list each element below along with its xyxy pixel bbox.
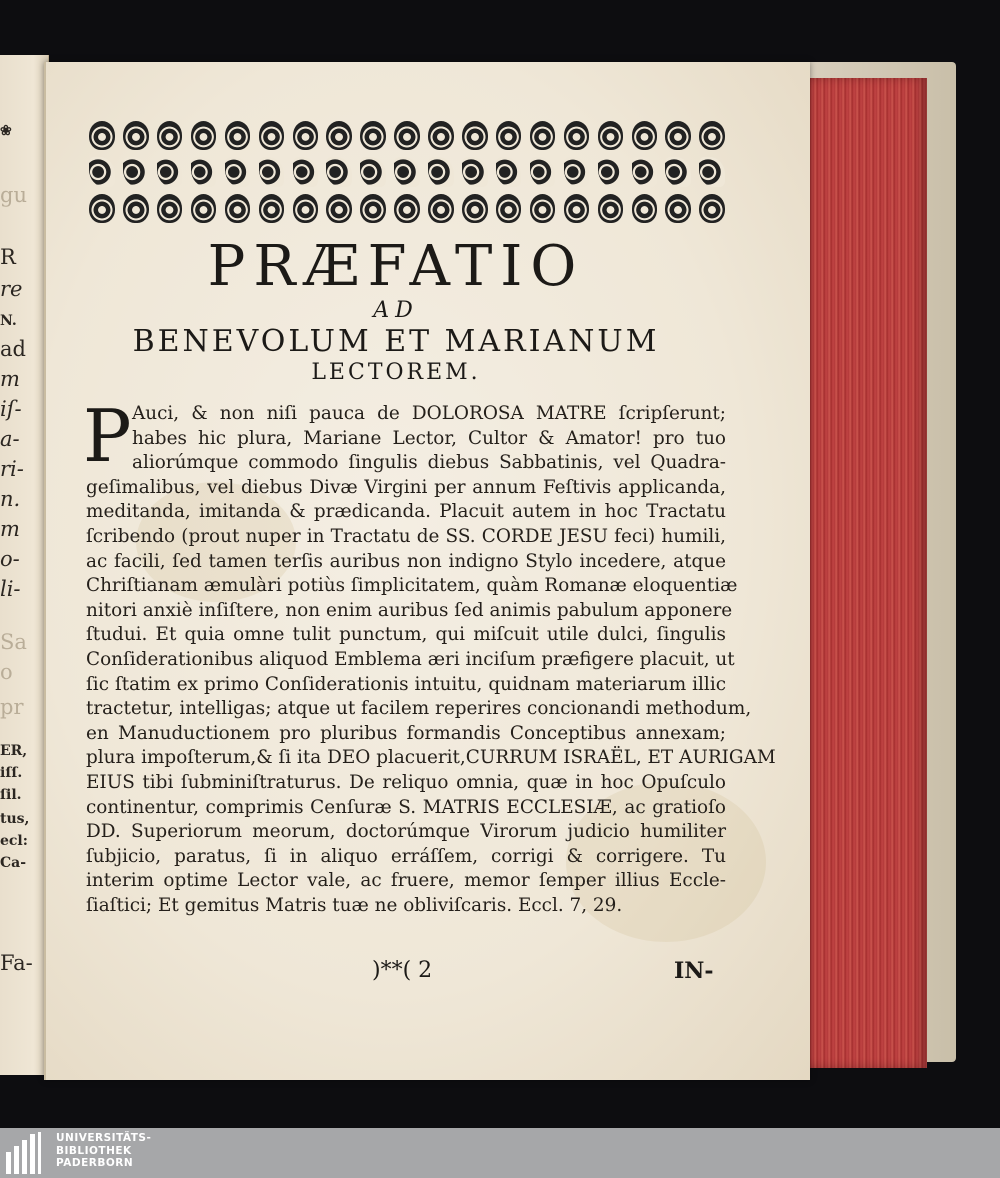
ornament-motif	[493, 155, 525, 190]
prev-fragment: tus,	[0, 811, 30, 827]
preface-text	[83, 394, 776, 918]
ornament-motif	[459, 191, 491, 226]
ornament-motif	[628, 191, 660, 226]
ornament-motif	[86, 118, 118, 153]
ornament-motif	[391, 191, 423, 226]
prev-fragment: re	[0, 277, 23, 301]
text-line: ſubjicio, paratus, ſi in aliquo erráſſem, corrigi & corrigere. Tu	[86, 845, 726, 867]
text-line: ſcribendo (prout nuper in Tractatu de SS. CORDE JESU feci) humili,	[86, 525, 726, 547]
prev-fragment: Fa-	[0, 951, 33, 975]
ornament-motif	[255, 155, 287, 190]
ornament-motif	[357, 118, 389, 153]
ornament-motif	[628, 155, 660, 190]
prev-fragment: ad	[0, 337, 26, 361]
ornament-motif	[391, 118, 423, 153]
prev-fragment: Ca-	[0, 855, 27, 871]
prev-fragment: iſſ.	[0, 765, 23, 781]
ornament-motif	[527, 118, 559, 153]
prev-fragment: m	[0, 367, 20, 391]
subtitle-line-1: BENEVOLUM ET MARIANUM	[132, 324, 660, 359]
book-page	[44, 62, 810, 1080]
ornament-motif	[323, 191, 355, 226]
ornament-motif	[289, 155, 321, 190]
ornament-motif	[255, 118, 287, 153]
prev-fragment: ſil.	[0, 787, 22, 803]
ornament-motif	[594, 155, 626, 190]
text-line: geſimalibus, vel diebus Divæ Virgini per annum Feſtivis applicanda,	[86, 476, 726, 498]
library-name-line-3: PADERBORN	[56, 1157, 134, 1169]
text-line: ſic ſtatim ex primo Conſiderationis intuitu, quidnam materiarum illic	[86, 673, 726, 695]
ornament-motif	[289, 191, 321, 226]
prev-fragment: o-	[0, 547, 20, 571]
text-line: nitori anxiè inſiſtere, non enim auribus ſed animis pabulum apponere	[86, 599, 733, 621]
text-line: Auci, & non niſi pauca de DOLOROSA MATRE ſcripſerunt;	[132, 403, 726, 424]
subtitle-line-2: LECTOREM.	[311, 360, 481, 385]
ornament-motif	[662, 191, 694, 226]
prev-fragment: m	[0, 517, 20, 541]
ornament-motif	[561, 118, 593, 153]
ornament-motif	[289, 118, 321, 153]
prev-fragment: N.	[0, 313, 17, 329]
ornament-motif	[527, 155, 559, 190]
prev-fragment: o	[0, 660, 13, 684]
text-line: ac facili, ſed tamen terſis auribus non indigno Stylo incedere, atque	[86, 550, 726, 572]
ornament-motif	[86, 155, 118, 190]
text-line: DD. Superiorum meorum, doctorúmque Virorum judicio humiliter	[86, 821, 726, 843]
library-name-line-2: BIBLIOTHEK	[56, 1144, 132, 1157]
text-line: meditanda, imitanda & prædicanda. Placuit autem in hoc Tractatu	[86, 501, 726, 523]
library-name	[56, 1132, 151, 1170]
prev-fragment: pr	[0, 695, 24, 719]
ornament-motif	[188, 118, 220, 153]
title-ad: AD	[373, 298, 419, 323]
prev-fragment: iſ-	[0, 397, 22, 421]
prev-fragment: ri-	[0, 457, 24, 481]
ornament-motif	[662, 118, 694, 153]
text-line: aliorúmque commodo ſingulis diebus Sabbatinis, vel Quadra-	[132, 452, 726, 474]
ornament-motif	[594, 118, 626, 153]
library-footer-bar	[0, 1128, 1000, 1178]
prev-fragment: R	[0, 245, 16, 269]
ornament-motif	[561, 191, 593, 226]
prev-fragment: ER,	[0, 743, 28, 759]
text-line: interim optime Lector vale, ac fruere, memor ſemper illius Eccle-	[86, 870, 726, 892]
ornament-motif	[357, 155, 389, 190]
ornament-motif	[696, 118, 728, 153]
red-gilt-edge	[803, 78, 927, 1068]
ornament-motif	[425, 155, 457, 190]
ornament-motif	[662, 155, 694, 190]
ornament-motif	[255, 191, 287, 226]
ornament-motif	[154, 155, 186, 190]
signature-mark: )**( 2	[372, 958, 433, 983]
library-name-line-1: UNIVERSITÄTS-	[56, 1132, 152, 1144]
ornament-motif	[459, 118, 491, 153]
ornament-motif	[493, 118, 525, 153]
text-line: plura impoſterum,& ſi ita DEO placuerit,CURRUM ISRAËL, ET AURIGAM	[86, 747, 776, 769]
text-line: continentur, comprimis Cenſuræ S. MATRIS ECCLESIÆ, ac gratioſo	[86, 796, 726, 818]
prev-fragment: li-	[0, 577, 21, 601]
ornament-motif	[188, 155, 220, 190]
text-line: habes hic plura, Mariane Lector, Cultor & Amator! pro tuo	[132, 427, 726, 449]
ornament-motif	[222, 191, 254, 226]
text-line: EIUS tibi ſubminiſtraturus. De reliquo omnia, quæ in hoc Opuſculo	[86, 771, 726, 793]
ornament-motif	[323, 118, 355, 153]
printers-ornament-band	[86, 118, 728, 226]
ornament-motif	[120, 118, 152, 153]
prev-fragment: ecl:	[0, 833, 28, 849]
ornament-motif	[120, 155, 152, 190]
drop-cap: P	[83, 394, 132, 478]
text-line: Chriſtianam æmulàri potiùs ſimplicitatem, quàm Romanæ eloquentiæ	[86, 575, 738, 597]
ornament-motif	[188, 191, 220, 226]
text-line: tractetur, intelligas; atque ut facilem reperires concionandi methodum,	[86, 698, 752, 720]
prev-fragment: a-	[0, 427, 20, 451]
prev-page-ornament: ❀	[0, 123, 12, 139]
ornament-motif	[425, 191, 457, 226]
ornament-motif	[222, 118, 254, 153]
ornament-motif	[696, 155, 728, 190]
ornament-motif	[391, 155, 423, 190]
ornament-motif	[527, 191, 559, 226]
ornament-motif	[696, 191, 728, 226]
ornament-motif	[459, 155, 491, 190]
ornament-motif	[323, 155, 355, 190]
university-library-logo-icon	[4, 1132, 48, 1174]
ornament-motif	[561, 155, 593, 190]
prev-fragment: Sa	[0, 630, 27, 654]
ornament-motif	[120, 191, 152, 226]
text-line: Conſiderationibus aliquod Emblema æri inciſum præfigere placuit, ut	[86, 648, 735, 670]
previous-page-margin	[0, 55, 49, 1075]
ornament-motif	[154, 191, 186, 226]
ornament-motif	[86, 191, 118, 226]
ornament-motif	[628, 118, 660, 153]
prev-fragment: gu	[0, 183, 27, 207]
text-line: ſiaſtici; Et gemitus Matris tuæ ne obliviſcaris. Eccl. 7, 29.	[86, 894, 623, 916]
page-title: PRÆFATIO	[207, 234, 585, 299]
ornament-motif	[594, 191, 626, 226]
ornament-motif	[357, 191, 389, 226]
text-line: ſtudui. Et quia omne tulit punctum, qui miſcuit utile dulci, ſingulis	[86, 624, 726, 646]
prev-fragment: n.	[0, 487, 21, 511]
ornament-motif	[222, 155, 254, 190]
ornament-motif	[493, 191, 525, 226]
text-line: en Manuductionem pro pluribus formandis Conceptibus annexam;	[86, 722, 726, 744]
catchword: IN-	[674, 958, 714, 984]
ornament-motif	[154, 118, 186, 153]
ornament-motif	[425, 118, 457, 153]
